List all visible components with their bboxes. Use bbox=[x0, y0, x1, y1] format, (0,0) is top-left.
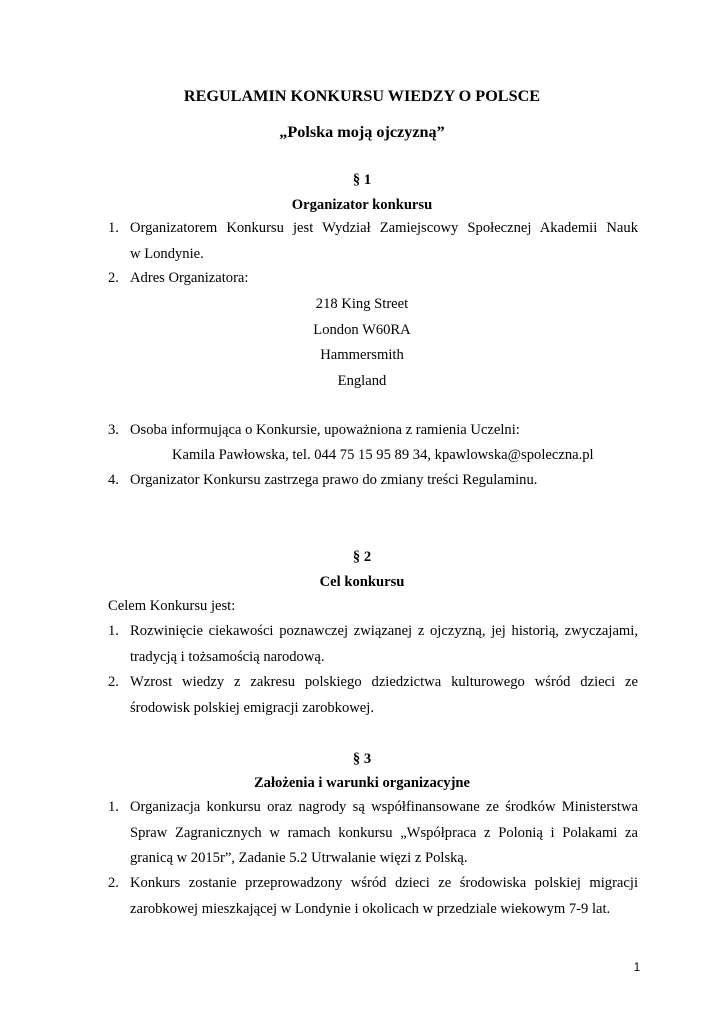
page-number: 1 bbox=[633, 962, 641, 974]
section-2-intro: Celem Konkursu jest: bbox=[108, 598, 236, 614]
section-2-item-1 bbox=[108, 619, 638, 670]
section-2-heading: Cel konkursu bbox=[319, 574, 405, 590]
contact-info: Kamila Pawłowska, tel. 044 75 15 95 89 34, kpawlowska@spoleczna.pl bbox=[172, 447, 594, 463]
list-number: 2. bbox=[108, 674, 119, 690]
list-number: 2. bbox=[108, 875, 119, 891]
section-2-item-2 bbox=[108, 670, 638, 721]
section-1-mark: § 1 bbox=[352, 172, 372, 188]
list-number: 1. bbox=[108, 220, 119, 236]
organizer-address bbox=[0, 292, 724, 394]
section-1-item-2 bbox=[108, 266, 638, 292]
list-number: 2. bbox=[108, 270, 119, 286]
document-title: REGULAMIN KONKURSU WIEDZY O POLSCE bbox=[183, 87, 541, 105]
list-text-line: Organizatorem Konkursu jest Wydział Zamiejscowy Społecznej Akademii Nauk bbox=[130, 220, 638, 236]
list-number: 1. bbox=[108, 623, 119, 639]
list-text-line: zarobkowej mieszkającej w Londynie i okolicach w przedziale wiekowym 7-9 lat. bbox=[130, 900, 611, 917]
list-text-line: Organizator Konkursu zastrzega prawo do zmiany treści Regulaminu. bbox=[130, 472, 538, 488]
section-1-item-1 bbox=[108, 216, 638, 267]
section-3-mark: § 3 bbox=[352, 751, 372, 767]
list-number: 4. bbox=[108, 472, 119, 488]
list-number: 1. bbox=[108, 799, 119, 815]
address-line: 218 King Street bbox=[315, 296, 409, 312]
section-1-item-3 bbox=[108, 418, 638, 444]
list-text-line: w Londynie. bbox=[130, 245, 204, 262]
list-text-line: Rozwinięcie ciekawości poznawczej związanej z ojczyzną, jej historią, zwyczajami, bbox=[130, 623, 638, 639]
address-line: London W60RA bbox=[313, 321, 411, 338]
list-text-line: środowisk polskiej emigracji zarobkowej. bbox=[130, 699, 374, 716]
section-1-item-4 bbox=[108, 468, 638, 494]
section-1-heading: Organizator konkursu bbox=[291, 197, 433, 213]
section-3-heading: Założenia i warunki organizacyjne bbox=[253, 775, 471, 791]
section-3-item-1 bbox=[108, 795, 638, 872]
list-text-line: Konkurs zostanie przeprowadzony wśród dzieci ze środowiska polskiej migracji bbox=[130, 875, 638, 891]
document-subtitle: „Polska moją ojczyzną” bbox=[279, 123, 445, 141]
list-text-line: granicą w 2015r”, Zadanie 5.2 Utrwalanie więzi z Polską. bbox=[130, 850, 468, 867]
list-text-line: Osoba informująca o Konkursie, upoważniona z ramienia Uczelni: bbox=[130, 422, 520, 438]
list-text-line: Wzrost wiedzy z zakresu polskiego dziedzictwa kulturowego wśród dzieci ze bbox=[130, 674, 638, 690]
address-line: England bbox=[337, 372, 387, 389]
address-line: Hammersmith bbox=[320, 347, 404, 363]
section-2-mark: § 2 bbox=[352, 549, 372, 565]
list-text-line: Spraw Zagranicznych w ramach konkursu „Współpraca z Polonią i Polakami za bbox=[130, 824, 638, 841]
list-text-line: Organizacja konkursu oraz nagrody są współfinansowane ze środków Ministerstwa bbox=[130, 799, 638, 815]
list-text-line: tradycją i tożsamością narodową. bbox=[130, 648, 325, 665]
list-text-line: Adres Organizatora: bbox=[130, 270, 249, 286]
section-3-item-2 bbox=[108, 871, 638, 922]
list-number: 3. bbox=[108, 422, 119, 438]
